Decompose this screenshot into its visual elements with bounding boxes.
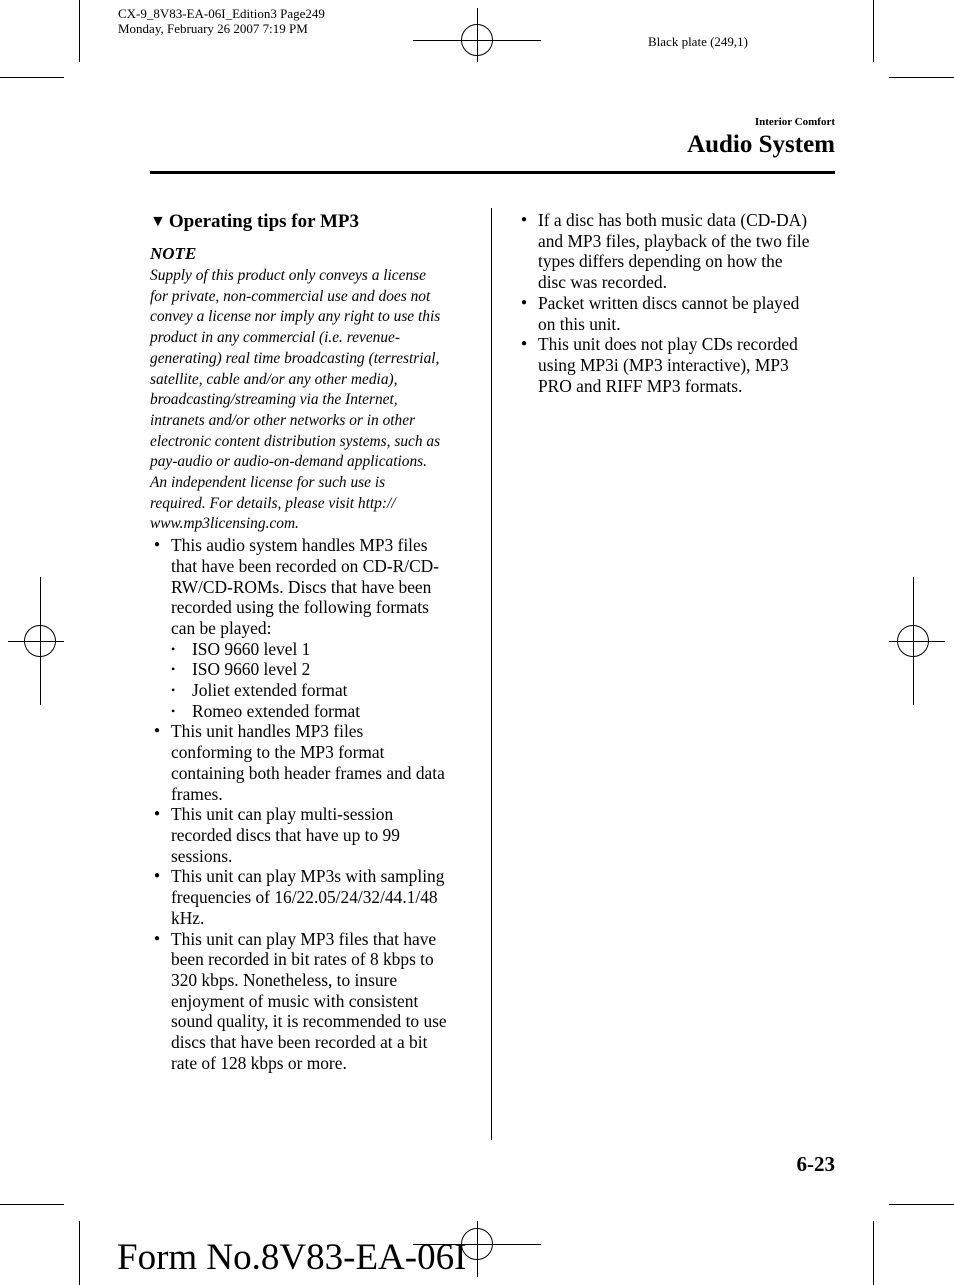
bullet-unsupported-formats: ● This unit does not play CDs recorded using MP3i (MP3 interactive), MP3 PRO and RIFF MP3 formats.	[517, 334, 835, 396]
column-divider	[491, 208, 492, 1140]
note-line: convey a license nor imply any right to use this	[150, 308, 441, 326]
print-slug	[118, 6, 325, 36]
left-bullet-list	[150, 535, 472, 1073]
title-rule	[150, 171, 835, 174]
bullet-mp3-format: ● This unit handles MP3 files conforming to the MP3 format containing both header frames and data frames.	[150, 721, 472, 804]
note-line: www.mp3licensing.com.	[150, 515, 299, 533]
note-line: pay-audio or audio-on-demand applications.	[150, 453, 428, 471]
black-plate-label: Black plate (249,1)	[648, 34, 748, 49]
section-heading	[150, 209, 472, 236]
note-text	[150, 266, 472, 535]
format-list	[171, 639, 472, 722]
note-line: An independent license for such use is	[150, 474, 386, 492]
bullet-bit-rates: ● This unit can play MP3 files that have been recorded in bit rates of 8 kbps to 320 kbps. Nonetheless, to insure enjoyment of music with consistent sound quality, it is recommended to use discs that have been recorded at a bit rate of 128 kbps or more.	[150, 929, 472, 1074]
down-triangle-icon: ▼	[150, 213, 166, 230]
left-column	[150, 209, 472, 1073]
bullet-sampling-frequencies: ● This unit can play MP3s with sampling frequencies of 16/22.05/24/32/44.1/48 kHz.	[150, 866, 472, 928]
crop-mark-bottom-right-v	[873, 1221, 874, 1285]
note-label: NOTE	[150, 244, 197, 263]
crop-mark-bottom-left-v	[79, 1221, 80, 1285]
bullet-multi-session: ● This unit can play multi-session recorded discs that have up to 99 sessions.	[150, 804, 472, 866]
note-line: generating) real time broadcasting (terrestrial,	[150, 349, 440, 367]
crop-mark-top-right-h	[889, 77, 954, 78]
note-line: broadcasting/streaming via the Internet,	[150, 391, 398, 409]
note-line: for private, non-commercial use and does not	[150, 287, 431, 305]
format-item: • Romeo extended format	[171, 701, 472, 722]
crop-mark-top-left-v	[79, 0, 80, 62]
note-line: required. For details, please visit http://	[150, 494, 396, 512]
page-number: 6-23	[796, 1152, 835, 1176]
format-item: • ISO 9660 level 1	[171, 639, 472, 660]
bullet-mp3-media: ● This audio system handles MP3 files that have been recorded on CD-R/CD- RW/CD-ROMs. Discs that have been recorded using the following formats can be played: • ISO 9660 level 1 • ISO 9660 level 2 • Joliet extended format • Romeo extended format	[150, 535, 472, 721]
note-line: Supply of this product only conveys a license	[150, 267, 426, 284]
note-line: satellite, cable and/or any other media),	[150, 370, 398, 388]
crop-mark-bottom-left-h	[0, 1204, 64, 1205]
crop-mark-bottom-right-h	[889, 1204, 954, 1205]
note-line: product in any commercial (i.e. revenue-	[150, 329, 401, 347]
crop-mark-top-left-h	[0, 77, 64, 78]
page-title: Audio System	[687, 131, 835, 158]
bullet-mixed-disc: ● If a disc has both music data (CD-DA) and MP3 files, playback of the two file types differs depending on how the disc was recorded.	[517, 210, 835, 293]
right-column	[517, 210, 835, 396]
slug-filename: CX-9_8V83-EA-06I_Edition3 Page249	[118, 6, 325, 21]
crop-mark-top-right-v	[873, 0, 874, 62]
section-label: Interior Comfort	[754, 116, 835, 128]
note-line: intranets and/or other networks or in other	[150, 411, 416, 429]
format-item: • Joliet extended format	[171, 680, 472, 701]
format-item: • ISO 9660 level 2	[171, 659, 472, 680]
right-bullet-list	[517, 210, 835, 396]
bullet-packet-written: ● Packet written discs cannot be played on this unit.	[517, 293, 835, 334]
note-line: electronic content distribution systems, such as	[150, 432, 441, 450]
form-number: Form No.8V83-EA-06I	[117, 1237, 467, 1278]
section-heading-text: Operating tips for MP3	[168, 211, 360, 232]
slug-timestamp: Monday, February 26 2007 7:19 PM	[118, 21, 308, 36]
